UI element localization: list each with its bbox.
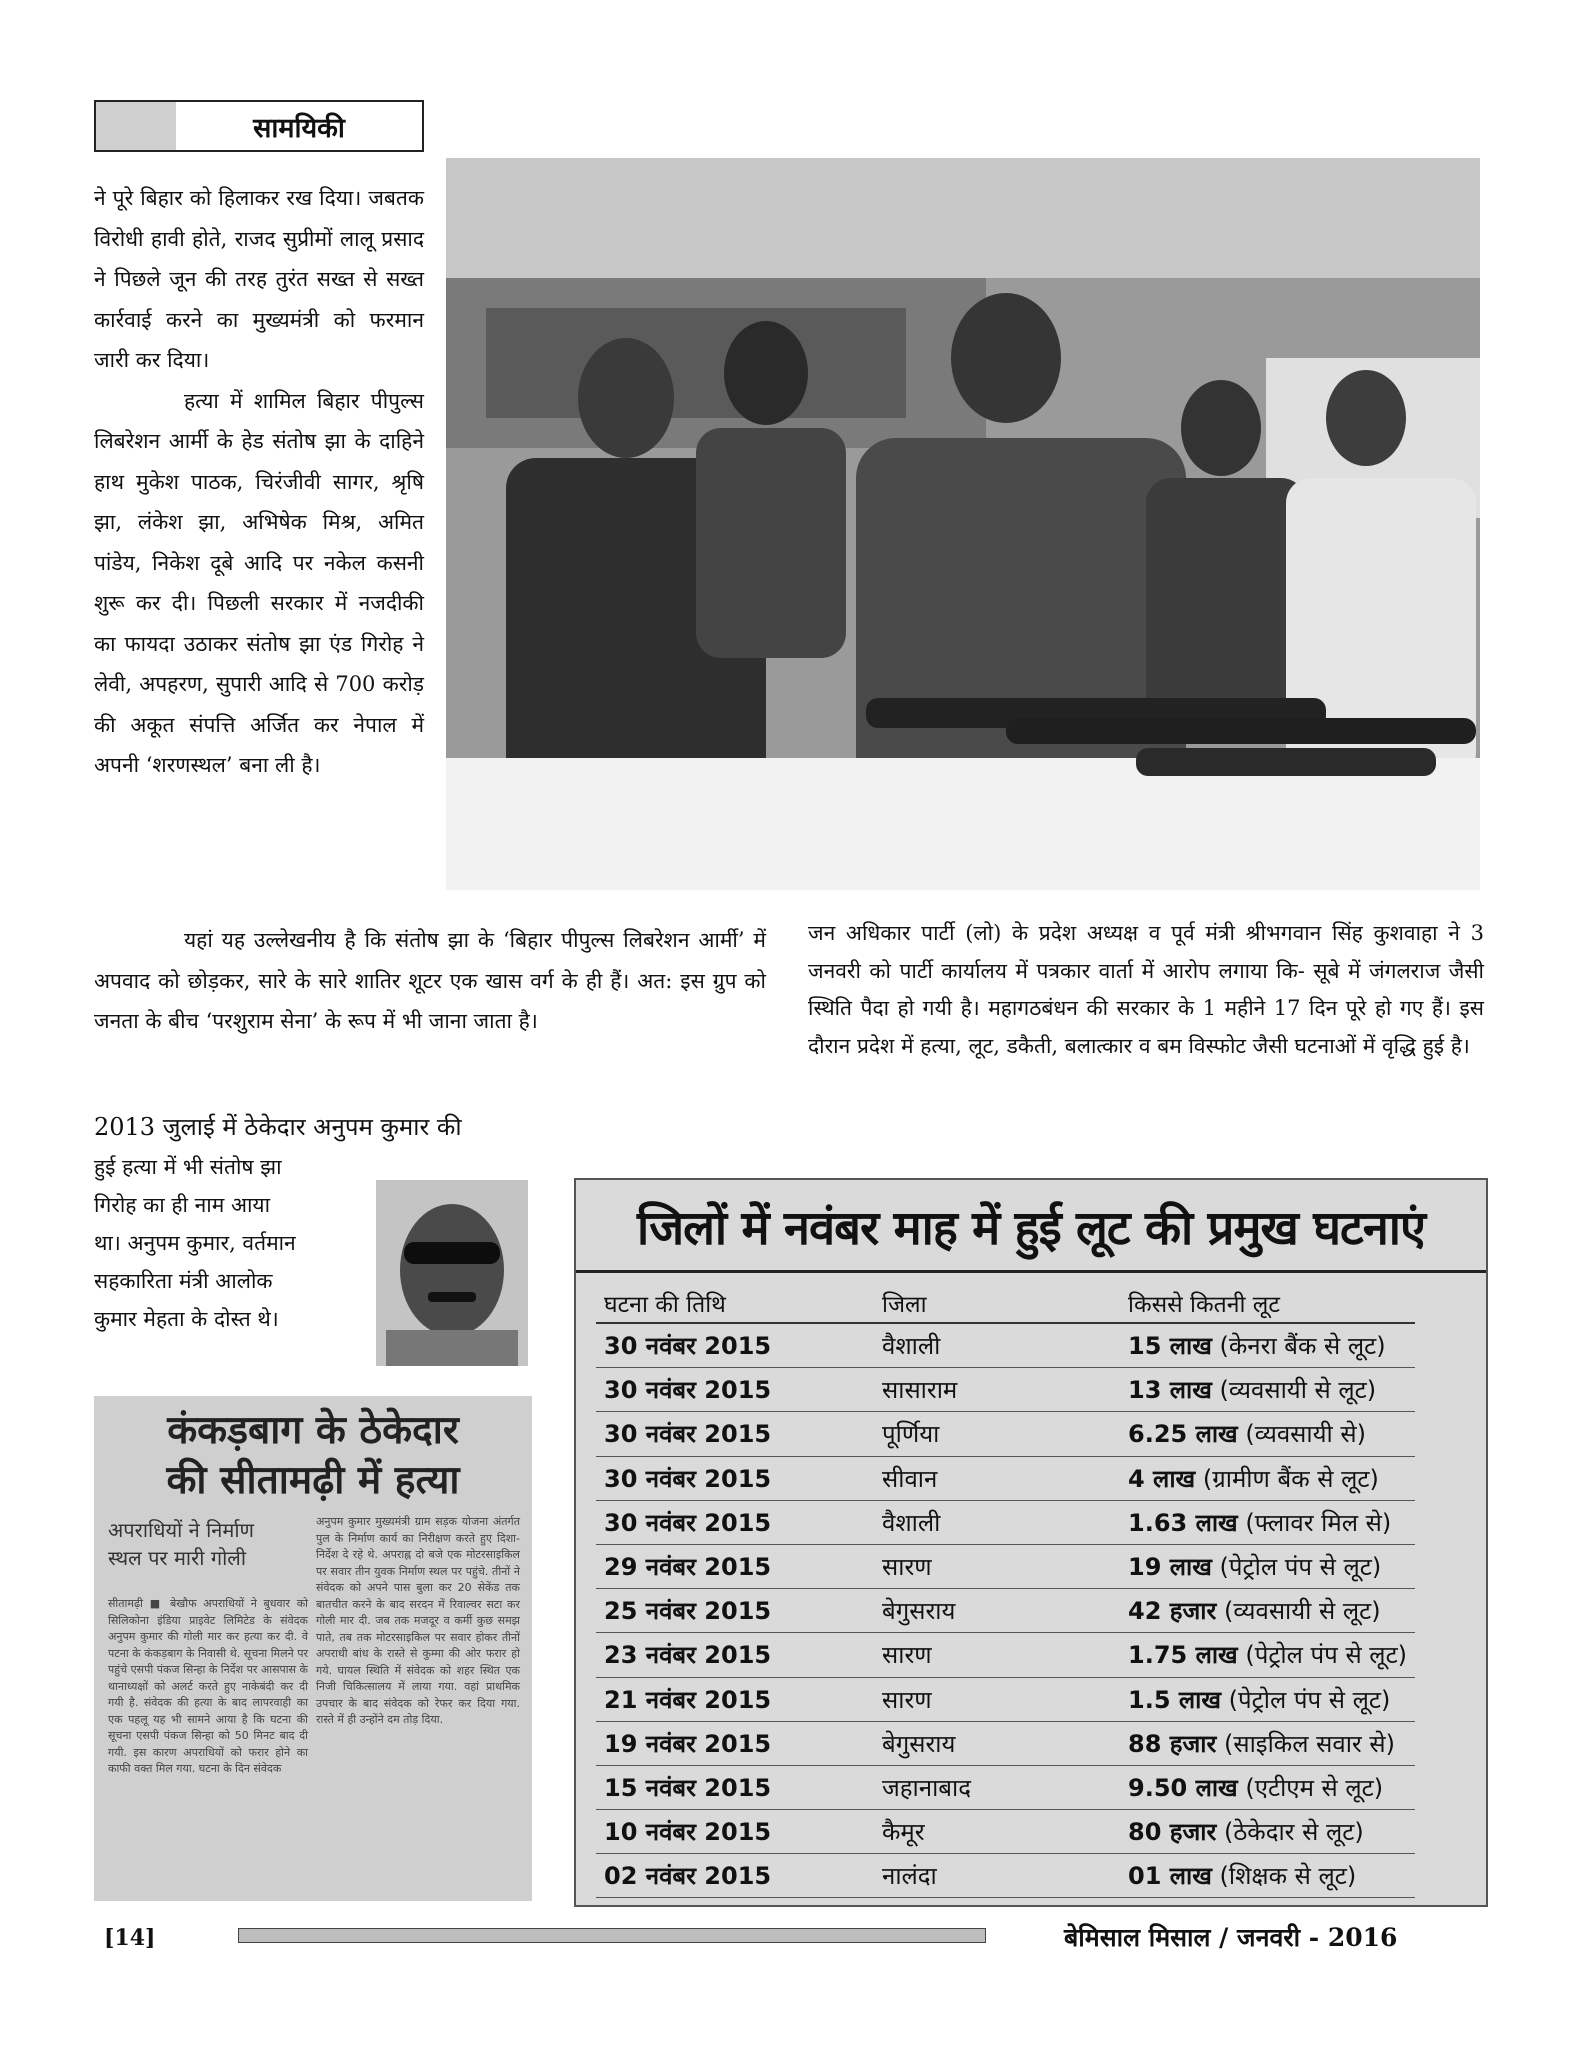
clip-headline-1: कंकड़बाग के ठेकेदार xyxy=(167,1408,459,1453)
intro-paragraph-1: ने पूरे बिहार को हिलाकर रख दिया। जबतक विरोधी हावी होते, राजद सुप्रीमों लालू प्रसाद ने पिछले जून की तरह तुरंत सख्त से सख्त कार्रवाई करने का मुख्यमंत्री को फरमान जारी कर दिया। xyxy=(94,186,424,372)
loot-amount: 13 लाख xyxy=(1128,1376,1212,1405)
loot-amount-cell xyxy=(1120,1456,1415,1500)
header-date: घटना की तिथि xyxy=(596,1284,862,1323)
anupam-line: हुई हत्या में भी संतोष झा xyxy=(94,1155,282,1179)
loot-amount: 01 लाख xyxy=(1128,1862,1212,1891)
loot-date: 30 नवंबर 2015 xyxy=(596,1412,862,1456)
loot-detail: (एटीएम से लूट) xyxy=(1245,1773,1384,1802)
portrait-photo xyxy=(376,1180,528,1366)
loot-table-clipping xyxy=(574,1178,1488,1907)
press-conference-illustration xyxy=(446,158,1480,890)
clip-subhead-1: अपराधियों ने निर्माण xyxy=(108,1518,254,1542)
loot-district: कैमूर xyxy=(862,1810,1120,1854)
loot-amount-cell xyxy=(1120,1589,1415,1633)
loot-amount: 1.75 लाख xyxy=(1128,1641,1238,1670)
loot-table-row xyxy=(596,1368,1415,1412)
loot-date: 30 नवंबर 2015 xyxy=(596,1323,862,1368)
header-district: जिला xyxy=(862,1284,1120,1323)
loot-amount-cell xyxy=(1120,1765,1415,1809)
loot-table-row xyxy=(596,1854,1415,1898)
loot-table-row xyxy=(596,1633,1415,1677)
loot-amount: 80 हजार xyxy=(1128,1818,1217,1847)
clip-subhead xyxy=(108,1516,308,1572)
press-conference-photo xyxy=(446,158,1480,890)
loot-amount: 4 लाख xyxy=(1128,1464,1196,1493)
loot-detail: (ग्रामीण बैंक से लूट) xyxy=(1202,1464,1379,1493)
loot-district: नालंदा xyxy=(862,1854,1120,1898)
loot-district: सारण xyxy=(862,1544,1120,1588)
section-tag xyxy=(94,100,424,152)
loot-date: 30 नवंबर 2015 xyxy=(596,1500,862,1544)
loot-amount-cell xyxy=(1120,1677,1415,1721)
clip-headline-2: की सीतामढ़ी में हत्या xyxy=(166,1458,460,1503)
loot-detail: (पेट्रोल पंप से लूट) xyxy=(1228,1685,1391,1714)
loot-amount: 9.50 लाख xyxy=(1128,1773,1238,1802)
loot-table xyxy=(596,1284,1415,1898)
loot-table-row xyxy=(596,1456,1415,1500)
loot-district: सासाराम xyxy=(862,1368,1120,1412)
loot-date: 23 नवंबर 2015 xyxy=(596,1633,862,1677)
loot-district: वैशाली xyxy=(862,1323,1120,1368)
loot-date: 21 नवंबर 2015 xyxy=(596,1677,862,1721)
anupam-lead: 2013 जुलाई में ठेकेदार अनुपम कुमार की xyxy=(94,1113,462,1141)
intro-paragraph-2: हत्या में शामिल बिहार पीपुल्स लिबरेशन आर्मी के हेड संतोष झा के दाहिने हाथ मुकेश पाठक, चिरंजीवी सागर, श्रृषि झा, लंकेश झा, अभिषेक मिश्र, अमित पांडेय, निकेश दूबे आदि पर नकेल कसनी शुरू कर दी। पिछली सरकार में नजदीकी का फायदा उठाकर संतोष झा एंड गिरोह ने लेवी, अपहरण, सुपारी आदि से 700 करोड़ की अकूत संपत्ति अर्जित कर नेपाल में अपनी ‘शरणस्थल’ बना ली है। xyxy=(94,388,424,777)
loot-table-body xyxy=(596,1323,1415,1898)
intro-column xyxy=(94,178,424,786)
loot-date: 30 नवंबर 2015 xyxy=(596,1368,862,1412)
section-label: सामयिकी xyxy=(253,113,345,144)
loot-amount-cell xyxy=(1120,1633,1415,1677)
loot-amount-cell xyxy=(1120,1500,1415,1544)
loot-table-row xyxy=(596,1721,1415,1765)
loot-district: सीवान xyxy=(862,1456,1120,1500)
loot-date: 15 नवंबर 2015 xyxy=(596,1765,862,1809)
loot-date: 02 नवंबर 2015 xyxy=(596,1854,862,1898)
loot-table-row xyxy=(596,1323,1415,1368)
loot-amount: 1.5 लाख xyxy=(1128,1685,1221,1714)
loot-table-row xyxy=(596,1677,1415,1721)
clip-body-right: अनुपम कुमार मुख्यमंत्री ग्राम सड़क योजना अंतर्गत पुल के निर्माण कार्य का निरीक्षण करते हुए दिशा-निर्देश दे रहे थे. अपराह्न दो बजे एक मोटरसाइकिल पर सवार तीन युवक निर्माण स्थल पर पहुंचे. तीनों ने संवेदक को अपने पास बुला कर 20 सेकेंड तक बातचीत करने के बाद सरदन में रिवाल्वर सटा कर गोली मार दी. जब तक मजदूर व कर्मी कुछ समझ पाते, तब तक मोटरसाइकिल पर सवार होकर तीनों अपराधी बांध के रास्ते से कुम्मा की ओर फरार हो गये. घायल स्थिति में संवेदक को शहर स्थित एक निजी चिकित्सालय में लाया गया. वहां प्राथमिक उपचार के बाद संवेदक को रेफर कर दिया गया. रास्ते में ही उन्होंने दम तोड़ दिया. xyxy=(316,1515,520,1726)
loot-table-row xyxy=(596,1589,1415,1633)
portrait-illustration xyxy=(376,1180,528,1366)
loot-date: 10 नवंबर 2015 xyxy=(596,1810,862,1854)
anupam-line: गिरोह का ही नाम आया xyxy=(94,1193,271,1217)
loot-district: पूर्णिया xyxy=(862,1412,1120,1456)
loot-amount: 15 लाख xyxy=(1128,1332,1212,1361)
loot-amount: 19 लाख xyxy=(1128,1553,1212,1582)
mid-paragraph: यहां यह उल्लेखनीय है कि संतोष झा के ‘बिहार पीपुल्स लिबरेशन आर्मी’ में अपवाद को छोड़कर, सारे के सारे शातिर शूटर एक खास वर्ग के ही हैं। अत: इस ग्रुप को जनता के बीच ‘परशुराम सेना’ के रूप में भी जाना जाता है। xyxy=(94,928,766,1033)
loot-amount-cell xyxy=(1120,1323,1415,1368)
photo-caption-block xyxy=(808,915,1484,1065)
loot-district: सारण xyxy=(862,1633,1120,1677)
loot-date: 29 नवंबर 2015 xyxy=(596,1544,862,1588)
loot-date: 25 नवंबर 2015 xyxy=(596,1589,862,1633)
loot-detail: (व्यवसायी से लूट) xyxy=(1219,1376,1377,1405)
loot-detail: (व्यवसायी से लूट) xyxy=(1223,1597,1381,1626)
page-number: [14] xyxy=(104,1925,156,1951)
loot-detail: (ठेकेदार से लूट) xyxy=(1223,1818,1364,1847)
loot-detail: (शिक्षक से लूट) xyxy=(1219,1862,1357,1891)
loot-amount-cell xyxy=(1120,1721,1415,1765)
header-amount: किससे कितनी लूट xyxy=(1120,1284,1415,1323)
loot-amount-cell xyxy=(1120,1412,1415,1456)
clip-body-left: सीतामढ़ी ■ बेखौफ अपराधियों ने बुधवार को सिलिकोना इंडिया प्राइवेट लिमिटेड के संवेदक अनुपम कुमार की गोली मार कर हत्या कर दी. वे पटना के कंकड़बाग के निवासी थे. सूचना मिलने पर पहुंचे एसपी पंकज सिन्हा के निर्देश पर आसपास के थानाध्यक्षों को अलर्ट करते हुए नाकेबंदी कर दी गयी है. संवेदक की हत्या के बाद लापरवाही का एक पहलू यह भी सामने आया है कि घटना की सूचना एसपी पंकज सिन्हा को 50 मिनट बाद दी गयी. इस कारण अपराधियों को फरार होने का काफी वक्त मिल गया. घटना के दिन संवेदक xyxy=(108,1597,308,1775)
footer-rule xyxy=(238,1928,986,1943)
loot-detail: (केनरा बैंक से लूट) xyxy=(1219,1332,1386,1361)
loot-amount-cell xyxy=(1120,1810,1415,1854)
loot-amount: 6.25 लाख xyxy=(1128,1420,1238,1449)
loot-date: 19 नवंबर 2015 xyxy=(596,1721,862,1765)
loot-amount: 88 हजार xyxy=(1128,1729,1217,1758)
loot-detail: (फ्लावर मिल से) xyxy=(1245,1508,1392,1537)
loot-detail: (साइकिल सवार से) xyxy=(1223,1729,1395,1758)
loot-amount: 1.63 लाख xyxy=(1128,1508,1238,1537)
loot-district: बेगुसराय xyxy=(862,1589,1120,1633)
loot-table-row xyxy=(596,1810,1415,1854)
anupam-line: कुमार मेहता के दोस्त थे। xyxy=(94,1307,279,1331)
loot-amount-cell xyxy=(1120,1368,1415,1412)
loot-table-header xyxy=(596,1284,1415,1323)
mid-column xyxy=(94,920,766,1042)
loot-district: सारण xyxy=(862,1677,1120,1721)
loot-district: जहानाबाद xyxy=(862,1765,1120,1809)
anupam-text xyxy=(94,1148,366,1338)
loot-table-row xyxy=(596,1544,1415,1588)
loot-amount: 42 हजार xyxy=(1128,1597,1217,1626)
loot-detail: (पेट्रोल पंप से लूट) xyxy=(1245,1641,1408,1670)
loot-amount-cell xyxy=(1120,1544,1415,1588)
photo-caption: जन अधिकार पार्टी (लो) के प्रदेश अध्यक्ष व पूर्व मंत्री श्रीभगवान सिंह कुशवाहा ने 3 जनवरी को पार्टी कार्यालय में पत्रकार वार्ता में आरोप लगाया कि- सूबे में जंगलराज जैसी स्थिति पैदा हो गयी है। महागठबंधन की सरकार के 1 महीने 17 दिन पूरे हो गए हैं। इस दौरान प्रदेश में हत्या, लूट, डकैती, बलात्कार व बम विस्फोट जैसी घटनाओं में वृद्धि हुई है। xyxy=(808,921,1484,1058)
loot-district: वैशाली xyxy=(862,1500,1120,1544)
anupam-line: सहकारिता मंत्री आलोक xyxy=(94,1269,273,1293)
loot-date: 30 नवंबर 2015 xyxy=(596,1456,862,1500)
clip-subhead-2: स्थल पर मारी गोली xyxy=(108,1546,247,1570)
loot-detail: (पेट्रोल पंप से लूट) xyxy=(1219,1553,1382,1582)
loot-district: बेगुसराय xyxy=(862,1721,1120,1765)
section-tag-shade xyxy=(96,102,176,150)
loot-table-row xyxy=(596,1412,1415,1456)
loot-table-row xyxy=(596,1765,1415,1809)
loot-table-title: जिलों में नवंबर माह में हुई लूट की प्रमुख घटनाएं xyxy=(576,1194,1486,1273)
loot-table-row xyxy=(596,1500,1415,1544)
loot-detail: (व्यवसायी से) xyxy=(1245,1420,1366,1449)
loot-amount-cell xyxy=(1120,1854,1415,1898)
news-clipping xyxy=(94,1396,532,1901)
magazine-footer: बेमिसाल मिसाल / जनवरी - 2016 xyxy=(1064,1923,1398,1952)
anupam-line: था। अनुपम कुमार, वर्तमान xyxy=(94,1231,296,1255)
